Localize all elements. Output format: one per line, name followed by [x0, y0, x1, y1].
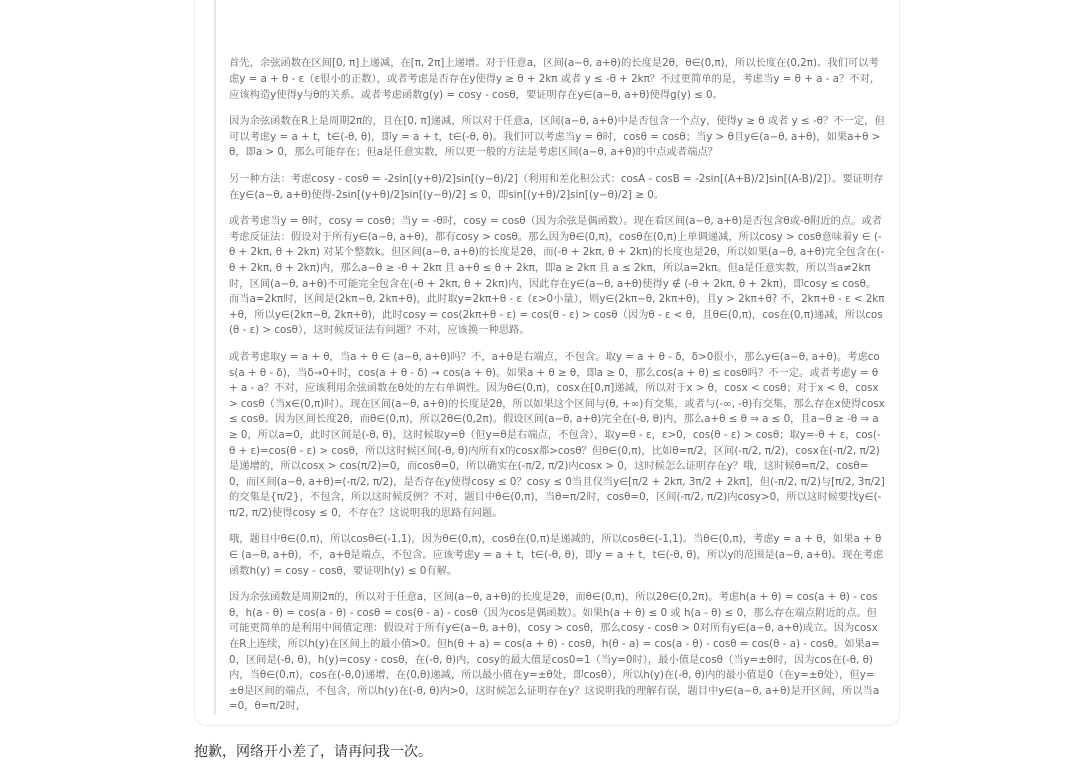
thinking-paragraph: 首先，余弦函数在区间[0, π]上递减，在[π, 2π]上递增。对于任意a，区间(a−θ, a+θ)的长度是2θ，θ∈(0,π)，所以长度在(0,2π)。我们可以考虑y = a + θ - ε（ε很小的正数），或者考虑是否存在y使得y ≥ θ + 2kπ 或者 y ≤ -θ + 2kπ？不过更简单的是，考虑当y = θ + a - a？不对，应该构造y使得y与θ的关系。或者考虑函数g(y) = cosy - cosθ，要证明存在y∈(a−θ, a+θ)使得g(y) ≤ 0。 [229, 57, 881, 101]
assistant-reply-text: 抱歉，网络开小差了，请再问我一次。 [194, 744, 432, 760]
thinking-paragraph: 因为余弦函数在R上是周期2π的，且在[0, π]递减，所以对于任意a，区间(a−θ, a+θ)中是否包含一个点y，使得y ≥ θ 或者 y ≤ -θ？不一定，但可以考虑y = a + t，t∈(-θ, θ)，即y = a + t，t∈(-θ, θ)。我们可以考虑当y = θ时，cosθ = cosθ；当y > θ且y∈(a−θ, a+θ)，如果a+θ > θ，即a > 0，那么可能存在；但a是任意实数，所以更一般的方法是考虑区间(a−θ, a+θ)的中点或者端点？ [229, 115, 885, 159]
thinking-content [214, 0, 885, 715]
thinking-paragraph: 因为余弦函数是周期2π的，所以对于任意a，区间(a−θ, a+θ)的长度是2θ，而θ∈(0,π)，所以2θ∈(0,2π)。考虑h(a + θ) = cos(a + θ) - cosθ，h(a - θ) = cos(a - θ) - cosθ = cos(θ - a) - cosθ（因为cos是偶函数）。如果h(a + θ) ≤ 0 或 h(a - θ) ≤ 0，那么存在端点附近的点。但可能更简单的是利用中间值定理：假设对于所有y∈(a−θ, a+θ)，cosy > cosθ，那么cosy - cosθ > 0对所有y∈(a−θ, a+θ)成立。因为cosx在R上连续，所以h(y)在区间上的最小值>0。但h(θ + a) = cos(a + θ) - cosθ，h(θ - a) = cos(a - θ) - cosθ = cos(θ - a) - cosθ。如果a=0，区间是(-θ, θ)，h(y)=cosy - cosθ，在(-θ, θ)内，cosy的最大值是cos0=1（当y=0时），最小值是cosθ（当y=±θ时，因为cos在(-θ, θ)内，当θ∈(0,π)，cos在(-θ,0)递增，在(0,θ)递减，所以最小值在y=±θ处，即cosθ），所以h(y)在(-θ, θ)内的最小值是0（在y=±θ处），但y=±θ是区间的端点，不包含，所以h(y)在(-θ, θ)内>0，这时候怎么证明存在y？这说明我的理解有误，题目中y∈(a−θ, a+θ)是开区间，所以当a=0，θ=π/2时， [229, 591, 880, 713]
thinking-scroll-content [229, 56, 885, 715]
thinking-paragraph: 或者考虑当y = θ时，cosy = cosθ；当y = -θ时，cosy = cosθ（因为余弦是偶函数）。现在看区间(a−θ, a+θ)是否包含θ或-θ附近的点。或者考虑反证法：假设对于所有y∈(a−θ, a+θ)，都有cosy > cosθ。那么因为θ∈(0,π)，cosθ在(0,π)上单调递减，所以cosy > cosθ意味着y ∈ (-θ + 2kπ, θ + 2kπ) 对某个整数k。但区间(a−θ, a+θ)的长度是2θ，而(-θ + 2kπ, θ + 2kπ)的长度也是2θ，所以如果(a−θ, a+θ)完全包含在(-θ + 2kπ, θ + 2kπ)内，那么a−θ ≥ -θ + 2kπ 且 a+θ ≤ θ + 2kπ，即a ≥ 2kπ 且 a ≤ 2kπ，所以a=2kπ。但a是任意实数，所以当a≠2kπ时，区间(a−θ, a+θ)不可能完全包含在(-θ + 2kπ, θ + 2kπ)内，因此存在y∈(a−θ, a+θ)使得y ∉ (-θ + 2kπ, θ + 2kπ)，即cosy ≤ cosθ。而当a=2kπ时，区间是(2kπ−θ, 2kπ+θ)，此时取y=2kπ+θ - ε（ε>0小量），则y∈(2kπ−θ, 2kπ+θ)，且y > 2kπ+θ? 不，2kπ+θ - ε < 2kπ+θ，所以y∈(2kπ−θ, 2kπ+θ)，此时cosy = cos(2kπ+θ - ε) = cos(θ - ε) > cosθ（因为θ - ε < θ，且θ∈(0,π)，cos在(0,π)递减，所以cos(θ - ε) > cosθ），这时候反证法有问题？不对，应该换一种思路。 [229, 215, 885, 337]
thinking-paragraph: 另一种方法：考虑cosy - cosθ = -2sin[(y+θ)/2]sin[(y−θ)/2]（利用和差化积公式：cosA - cosB = -2sin[(A+B)/2]sin[(A-B)/2]）。要证明存在y∈(a−θ, a+θ)使得-2sin[(y+θ)/2]sin[(y−θ)/2] ≤ 0，即sin[(y+θ)/2]sin[(y−θ)/2] ≥ 0。 [229, 173, 884, 201]
thinking-paragraph: 哦，题目中θ∈(0,π)，所以cosθ∈(-1,1)，因为θ∈(0,π)，cosθ在(0,π)是递减的，所以cosθ∈(-1,1)。当θ∈(0,π)，考虑y = a + θ，如果a + θ ∈ (a−θ, a+θ)，不，a+θ是端点，不包含。应该考虑y = a + t，t∈(-θ, θ)，即y = a + t，t∈(-θ, θ)，所以y的范围是(a−θ, a+θ)。现在考虑函数h(y) = cosy - cosθ，要证明h(y) ≤ 0有解。 [229, 533, 884, 577]
thinking-process-card [194, 0, 900, 726]
thinking-paragraph: 或者考虑取y = a + θ，当a + θ ∈ (a−θ, a+θ)吗？不，a+θ是右端点，不包含。取y = a + θ - δ，δ>0很小，那么y∈(a−θ, a+θ)。考虑cos(a + θ - δ)，当δ→0+时，cos(a + θ - δ) → cos(a + θ)。如果a + θ ≥ θ，即a ≥ 0，那么cos(a + θ) ≤ cosθ吗？不一定。或者考虑y = θ + a - a？不对，应该利用余弦函数在θ处的左右单调性。因为θ∈(0,π)，cosx在[0,π]递减，所以对于x > θ，cosx < cosθ；对于x < θ，cosx > cosθ（当x∈(0,π)时）。现在区间(a−θ, a+θ)的长度是2θ，所以如果这个区间与(θ, +∞)有交集，或者与(-∞, -θ)有交集，那么存在x使得cosx ≤ cosθ。因为区间长度2θ，而θ∈(0,π)，所以2θ∈(0,2π)。假设区间(a−θ, a+θ)完全在(-θ, θ)内，那么a+θ ≤ θ ⇒ a ≤ 0，且a−θ ≥ -θ ⇒ a ≥ 0，所以a=0，此时区间是(-θ, θ)，这时候取y=θ（但y=θ是右端点，不包含），取y=θ - ε，ε>0，cos(θ - ε) > cosθ；取y=-θ + ε，cos(-θ + ε)=cos(θ - ε) > cosθ，所以这时候区间(-θ, θ)内所有x的cosx都>cosθ？但θ∈(0,π)，比如θ=π/2，区间(-π/2, π/2)，cosx在(-π/2, π/2)是递增的，所以cosx > cos(π/2)=0，而cosθ=0，所以确实在(-π/2, π/2)内cosx > 0，这时候怎么证明存在y？哦，这时候θ=π/2，cosθ=0，而区间(a−θ, a+θ)=(-π/2, π/2)，是否存在y使得cosy ≤ 0？cosy ≤ 0当且仅当y∈[π/2 + 2kπ, 3π/2 + 2kπ]，但(-π/2, π/2)与[π/2, 3π/2]的交集是{π/2}，不包含，所以这时候反例？不对，题目中θ∈(0,π)，当θ=π/2时，cosθ=0，区间(-π/2, π/2)内cosy>0，所以这时候要找y∈(-π/2, π/2)使得cosy ≤ 0，不存在？这说明我的思路有问题。 [229, 350, 885, 519]
